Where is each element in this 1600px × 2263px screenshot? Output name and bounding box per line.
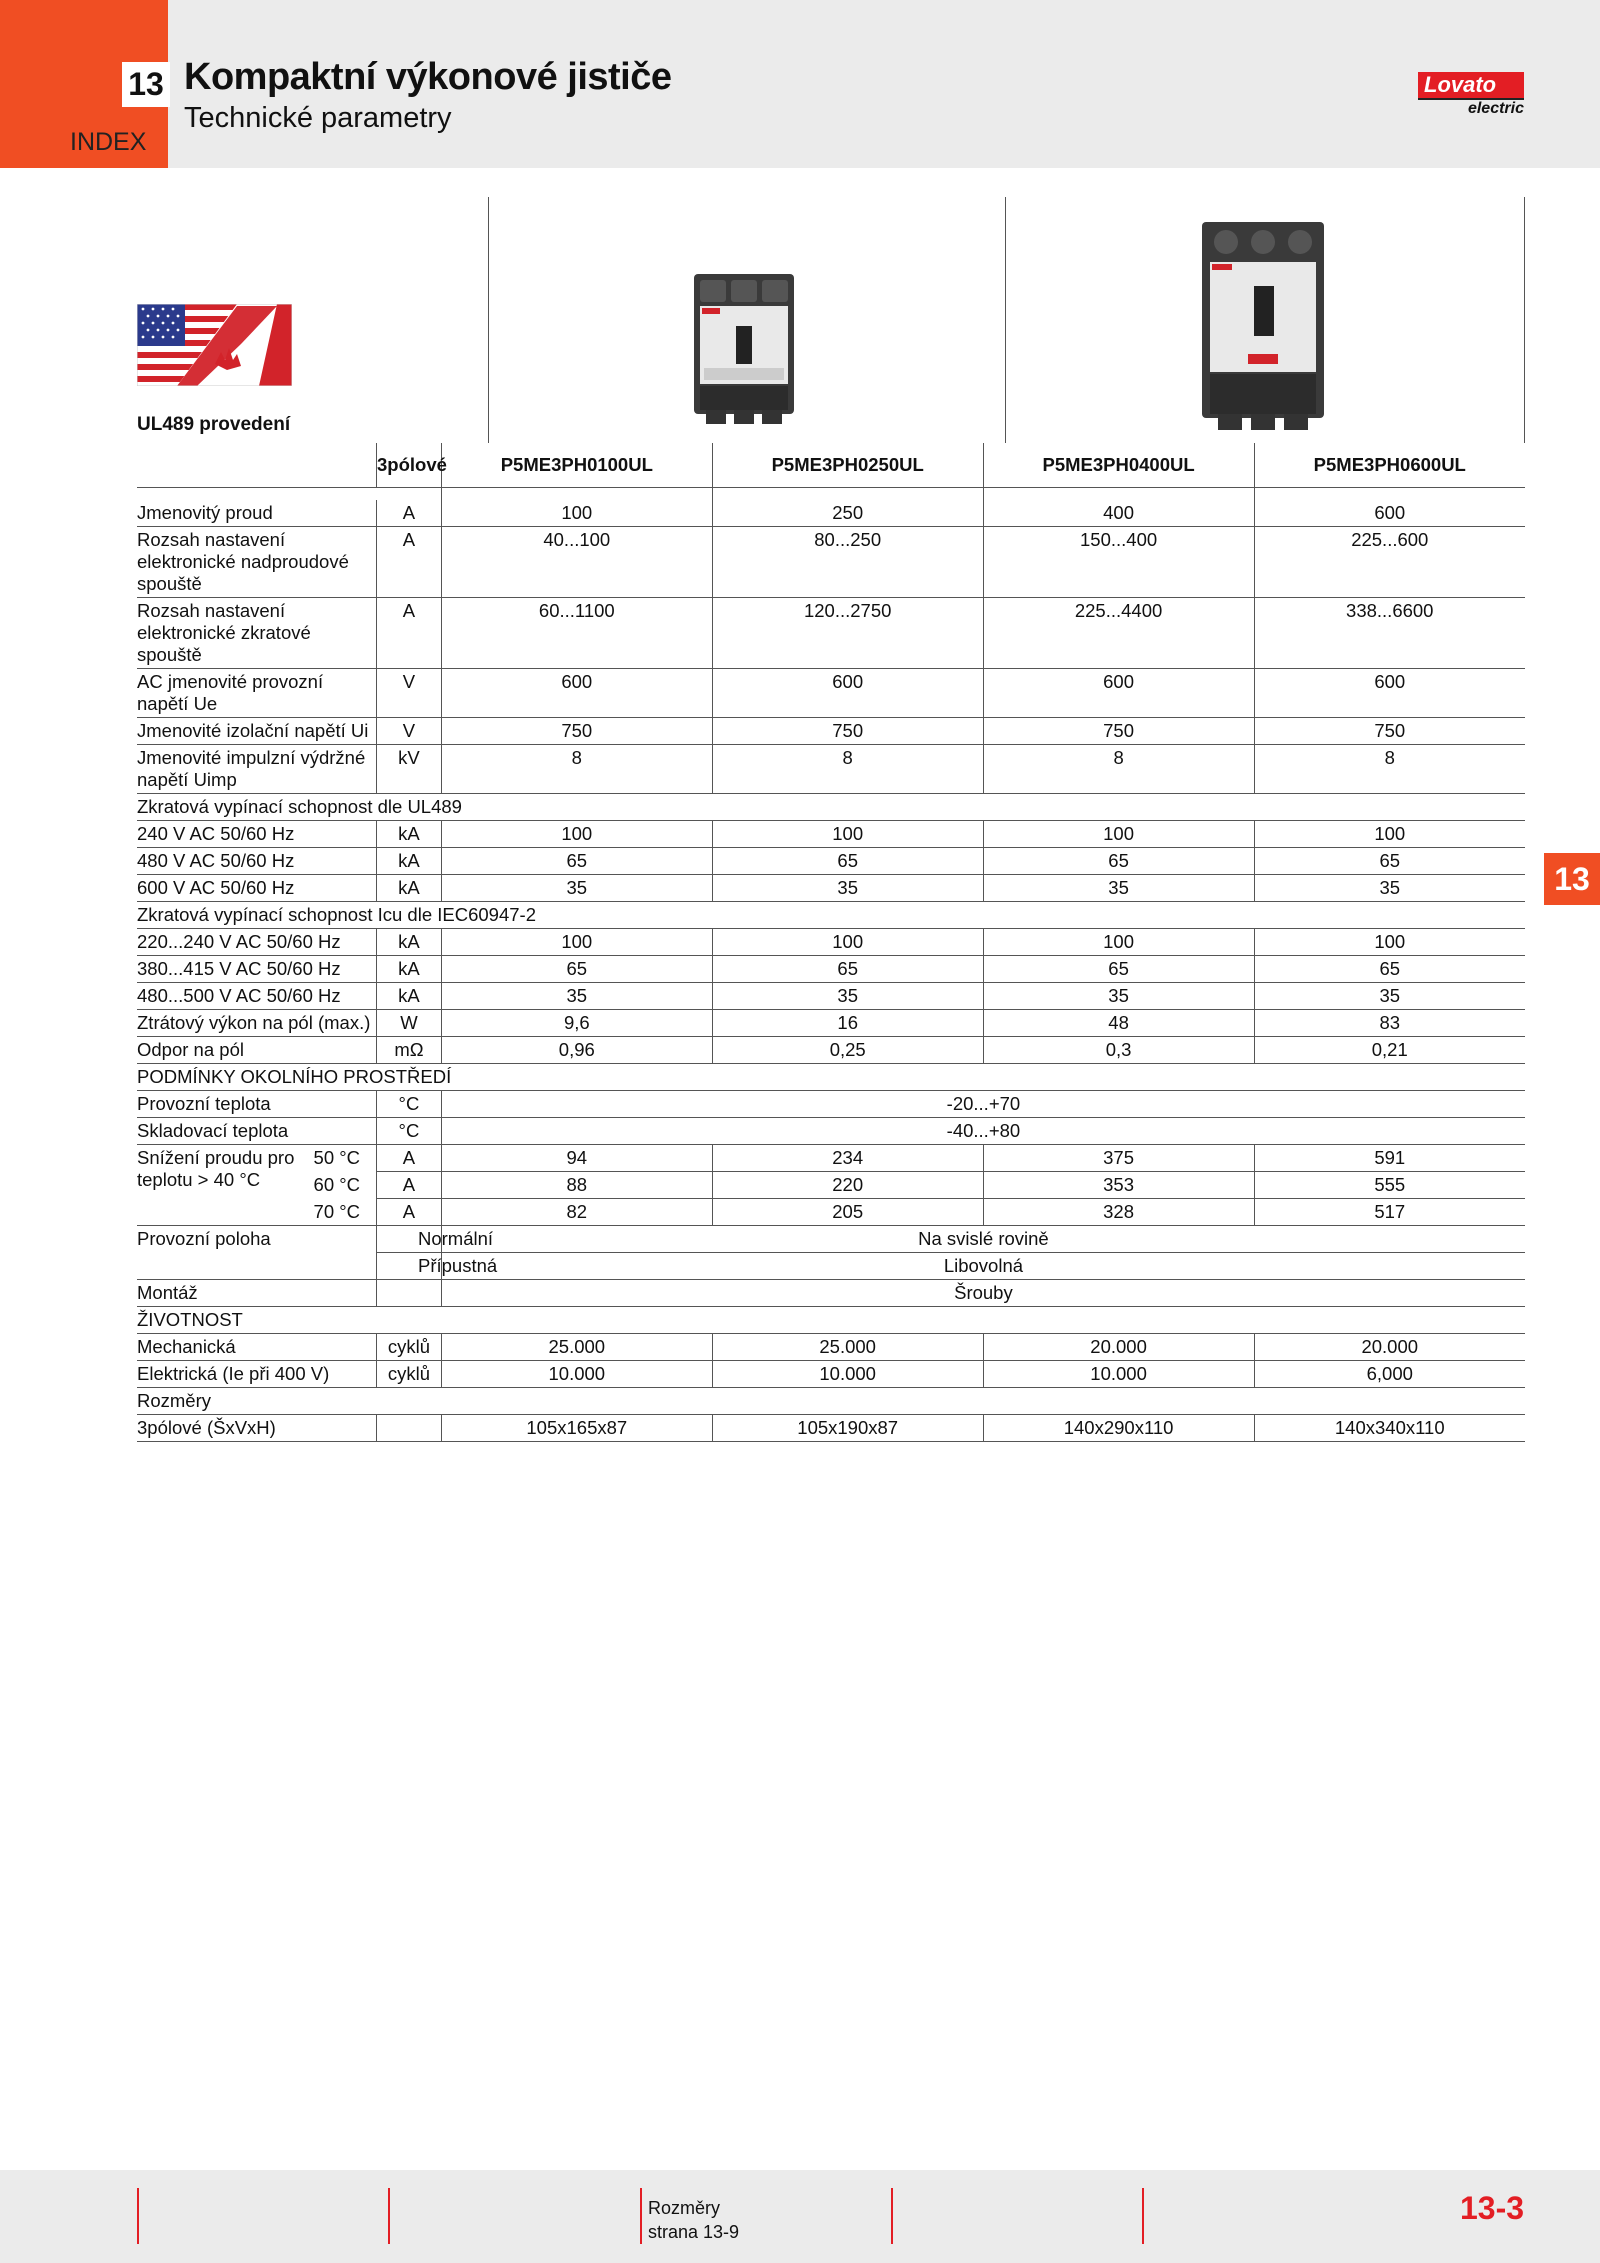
table-row	[137, 598, 1525, 669]
derating-row	[137, 1199, 1525, 1226]
spec-table	[137, 443, 1525, 1442]
derating-temp: 50 °C	[313, 1147, 361, 1168]
row-value: 400	[983, 500, 1254, 527]
table-row	[137, 745, 1525, 794]
row-unit: A	[377, 527, 442, 598]
row-value: 65	[983, 956, 1254, 983]
row-value: 35	[1254, 875, 1525, 902]
row-value: 150...400	[983, 527, 1254, 598]
row-unit: A	[377, 1145, 442, 1172]
row-label: Rozsah nastavení elektronické nadproudové spouště	[137, 527, 377, 598]
position-row	[137, 1253, 1525, 1280]
position-sublabel: Přípustná	[418, 1254, 498, 1276]
row-label: Provozní teplota	[137, 1091, 377, 1118]
model-header: P5ME3PH0100UL	[441, 443, 712, 488]
table-row	[137, 1010, 1525, 1037]
row-value: 555	[1254, 1172, 1525, 1199]
group-row	[137, 902, 1525, 929]
table-row	[137, 983, 1525, 1010]
row-value: 0,96	[441, 1037, 712, 1064]
row-value: 35	[983, 875, 1254, 902]
row-value: 225...4400	[983, 598, 1254, 669]
row-label: Mechanická	[137, 1334, 377, 1361]
group-label: Zkratová vypínací schopnost Icu dle IEC60947-2	[137, 902, 1525, 929]
row-unit	[377, 1280, 442, 1307]
table-row	[137, 875, 1525, 902]
column-divider	[1005, 197, 1006, 443]
row-label: Skladovací teplota	[137, 1118, 377, 1145]
footer-divider	[388, 2188, 390, 2244]
row-unit: V	[377, 669, 442, 718]
row-unit: cyklů	[377, 1361, 442, 1388]
row-label: 3pólové (ŠxVxH)	[137, 1415, 377, 1442]
row-value: 100	[441, 500, 712, 527]
row-value: 20.000	[983, 1334, 1254, 1361]
group-row	[137, 1307, 1525, 1334]
table-row	[137, 1415, 1525, 1442]
row-value: 100	[983, 821, 1254, 848]
row-unit: A	[377, 1172, 442, 1199]
group-label: ŽIVOTNOST	[137, 1307, 1525, 1334]
row-value: 65	[712, 848, 983, 875]
group-label: Rozměry	[137, 1388, 1525, 1415]
table-row	[137, 1091, 1525, 1118]
row-value: 94	[441, 1145, 712, 1172]
row-value: 250	[712, 500, 983, 527]
group-label: PODMÍNKY OKOLNÍHO PROSTŘEDÍ	[137, 1064, 1525, 1091]
logo-wordmark: Lovato	[1418, 72, 1524, 98]
row-value: 105x190x87	[712, 1415, 983, 1442]
page-title: Kompaktní výkonové jističe	[184, 56, 672, 98]
row-value: 100	[1254, 929, 1525, 956]
row-value: 35	[712, 875, 983, 902]
row-value: 220	[712, 1172, 983, 1199]
table-row	[137, 527, 1525, 598]
row-value: 65	[441, 848, 712, 875]
row-value: 10.000	[983, 1361, 1254, 1388]
position-row	[137, 1226, 1525, 1253]
row-value: 140x290x110	[983, 1415, 1254, 1442]
table-row	[137, 821, 1525, 848]
dimensions-link[interactable]	[648, 2196, 739, 2244]
row-unit: °C	[377, 1091, 442, 1118]
row-value: 25.000	[441, 1334, 712, 1361]
table-row	[137, 1334, 1525, 1361]
row-unit: cyklů	[377, 1334, 442, 1361]
row-label: AC jmenovité provozní napětí Ue	[137, 669, 377, 718]
row-value: 65	[983, 848, 1254, 875]
table-row	[137, 929, 1525, 956]
row-label: 480...500 V AC 50/60 Hz	[137, 983, 377, 1010]
row-unit: A	[377, 1199, 442, 1226]
row-value: 750	[1254, 718, 1525, 745]
row-label: Montáž	[137, 1280, 377, 1307]
column-divider	[1524, 197, 1525, 443]
row-value: 0,21	[1254, 1037, 1525, 1064]
row-value: 600	[441, 669, 712, 718]
row-value: 120...2750	[712, 598, 983, 669]
row-unit: kA	[377, 875, 442, 902]
pole-label: 3pólové	[377, 443, 442, 488]
row-value: 600	[1254, 500, 1525, 527]
row-value: 591	[1254, 1145, 1525, 1172]
row-value: 60...1100	[441, 598, 712, 669]
row-value: 6,000	[1254, 1361, 1525, 1388]
position-label: Provozní poloha	[137, 1228, 271, 1249]
model-header: P5ME3PH0600UL	[1254, 443, 1525, 488]
row-label: 600 V AC 50/60 Hz	[137, 875, 377, 902]
row-value: 750	[441, 718, 712, 745]
row-unit: kA	[377, 956, 442, 983]
row-value: Šrouby	[441, 1280, 1525, 1307]
lovato-logo	[1418, 72, 1524, 118]
derating-row	[137, 1172, 1525, 1199]
derating-label: Snížení proudu pro teplotu > 40 °C	[137, 1147, 295, 1190]
group-row	[137, 794, 1525, 821]
row-unit: A	[377, 598, 442, 669]
row-label: Ztrátový výkon na pól (max.)	[137, 1010, 377, 1037]
spacer-cell	[377, 488, 442, 501]
page-number: 13-3	[1460, 2190, 1525, 2226]
chapter-number: 13	[122, 62, 170, 107]
derating-row	[137, 1145, 1525, 1172]
row-value: 750	[983, 718, 1254, 745]
row-value: 100	[983, 929, 1254, 956]
table-row	[137, 956, 1525, 983]
dimensions-link-title: Rozměry	[648, 2198, 721, 2218]
spacer-cell	[983, 488, 1254, 501]
derating-temp: 60 °C	[313, 1173, 361, 1195]
logo-subline: electric	[1418, 98, 1524, 118]
row-unit: kA	[377, 983, 442, 1010]
row-value: 205	[712, 1199, 983, 1226]
row-value: 750	[712, 718, 983, 745]
row-value: 517	[1254, 1199, 1525, 1226]
row-value: 600	[983, 669, 1254, 718]
row-value: 8	[983, 745, 1254, 794]
row-value: -40...+80	[441, 1118, 1525, 1145]
group-row	[137, 1064, 1525, 1091]
section-label: UL489 provedení	[137, 414, 291, 435]
row-value: 0,25	[712, 1037, 983, 1064]
row-value: 600	[712, 669, 983, 718]
table-header-row	[137, 443, 1525, 488]
row-label: 380...415 V AC 50/60 Hz	[137, 956, 377, 983]
row-unit: A	[377, 500, 442, 527]
breaker-image-large	[1198, 218, 1328, 438]
row-value: 10.000	[712, 1361, 983, 1388]
row-value: 100	[712, 929, 983, 956]
footer-divider	[1142, 2188, 1144, 2244]
row-value: Na svislé rovině	[441, 1226, 1525, 1253]
header-blank	[137, 443, 377, 488]
row-unit: kV	[377, 745, 442, 794]
row-value: 375	[983, 1145, 1254, 1172]
row-label: Jmenovité impulzní výdržné napětí Uimp	[137, 745, 377, 794]
row-label: 480 V AC 50/60 Hz	[137, 848, 377, 875]
row-value: 82	[441, 1199, 712, 1226]
table-row	[137, 848, 1525, 875]
row-unit	[377, 1415, 442, 1442]
table-row	[137, 1361, 1525, 1388]
row-value: 8	[441, 745, 712, 794]
row-value: 100	[441, 821, 712, 848]
row-label: 240 V AC 50/60 Hz	[137, 821, 377, 848]
row-value: 65	[1254, 848, 1525, 875]
spacer-cell	[441, 488, 712, 501]
footer-divider	[891, 2188, 893, 2244]
row-label: Jmenovité izolační napětí Ui	[137, 718, 377, 745]
row-value: 25.000	[712, 1334, 983, 1361]
row-value: 100	[441, 929, 712, 956]
row-value: 105x165x87	[441, 1415, 712, 1442]
row-value: 328	[983, 1199, 1254, 1226]
row-value: 8	[712, 745, 983, 794]
row-unit: kA	[377, 821, 442, 848]
row-label: Rozsah nastavení elektronické zkratové spouště	[137, 598, 377, 669]
breaker-image-small	[690, 270, 800, 430]
model-header: P5ME3PH0250UL	[712, 443, 983, 488]
row-value: 140x340x110	[1254, 1415, 1525, 1442]
row-value: 65	[441, 956, 712, 983]
page-subtitle: Technické parametry	[184, 102, 452, 134]
row-value: Libovolná	[441, 1253, 1525, 1280]
model-header: P5ME3PH0400UL	[983, 443, 1254, 488]
row-value: 35	[983, 983, 1254, 1010]
row-value: 80...250	[712, 527, 983, 598]
row-value: 338...6600	[1254, 598, 1525, 669]
row-label: 220...240 V AC 50/60 Hz	[137, 929, 377, 956]
row-value: 35	[1254, 983, 1525, 1010]
row-unit: W	[377, 1010, 442, 1037]
derating-label-cell	[137, 1172, 377, 1199]
row-value: 48	[983, 1010, 1254, 1037]
row-value: 8	[1254, 745, 1525, 794]
row-value: 234	[712, 1145, 983, 1172]
usa-canada-flag-icon	[137, 304, 292, 386]
table-row	[137, 1118, 1525, 1145]
row-value: 83	[1254, 1010, 1525, 1037]
row-label: Odpor na pól	[137, 1037, 377, 1064]
row-value: 100	[1254, 821, 1525, 848]
derating-temp: 70 °C	[313, 1200, 361, 1222]
footer-divider	[640, 2188, 642, 2244]
spacer-cell	[712, 488, 983, 501]
row-value: 88	[441, 1172, 712, 1199]
row-value: 16	[712, 1010, 983, 1037]
index-link[interactable]: INDEX	[70, 128, 147, 156]
row-value: 225...600	[1254, 527, 1525, 598]
row-value: 600	[1254, 669, 1525, 718]
derating-label-cell	[137, 1199, 377, 1226]
table-row	[137, 669, 1525, 718]
position-sublabel: Normální	[418, 1228, 494, 1249]
row-value: 65	[1254, 956, 1525, 983]
row-unit: V	[377, 718, 442, 745]
row-value: 35	[441, 983, 712, 1010]
row-value: 353	[983, 1172, 1254, 1199]
row-label: Elektrická (Ie při 400 V)	[137, 1361, 377, 1388]
row-value: 65	[712, 956, 983, 983]
footer-divider	[137, 2188, 139, 2244]
mount-row	[137, 1280, 1525, 1307]
row-label: Jmenovitý proud	[137, 500, 377, 527]
row-unit: kA	[377, 929, 442, 956]
position-label-cell	[137, 1226, 494, 1253]
table-row	[137, 500, 1525, 527]
row-unit: °C	[377, 1118, 442, 1145]
chapter-side-tab[interactable]: 13	[1544, 853, 1600, 905]
row-value: 35	[441, 875, 712, 902]
row-unit: mΩ	[377, 1037, 442, 1064]
spacer-cell	[1254, 488, 1525, 501]
column-divider	[488, 197, 489, 443]
spacer-row	[137, 488, 1525, 501]
row-value: -20...+70	[441, 1091, 1525, 1118]
page-footer	[0, 2170, 1600, 2263]
row-value: 40...100	[441, 527, 712, 598]
row-value: 100	[712, 821, 983, 848]
row-value: 35	[712, 983, 983, 1010]
table-row	[137, 718, 1525, 745]
group-row	[137, 1388, 1525, 1415]
row-value: 20.000	[1254, 1334, 1525, 1361]
row-value: 10.000	[441, 1361, 712, 1388]
group-label: Zkratová vypínací schopnost dle UL489	[137, 794, 1525, 821]
spacer-cell	[137, 488, 377, 501]
table-row	[137, 1037, 1525, 1064]
row-value: 9,6	[441, 1010, 712, 1037]
row-unit: kA	[377, 848, 442, 875]
position-label-cell	[137, 1253, 498, 1280]
dimensions-link-page: strana 13-9	[648, 2222, 740, 2242]
row-value: 0,3	[983, 1037, 1254, 1064]
